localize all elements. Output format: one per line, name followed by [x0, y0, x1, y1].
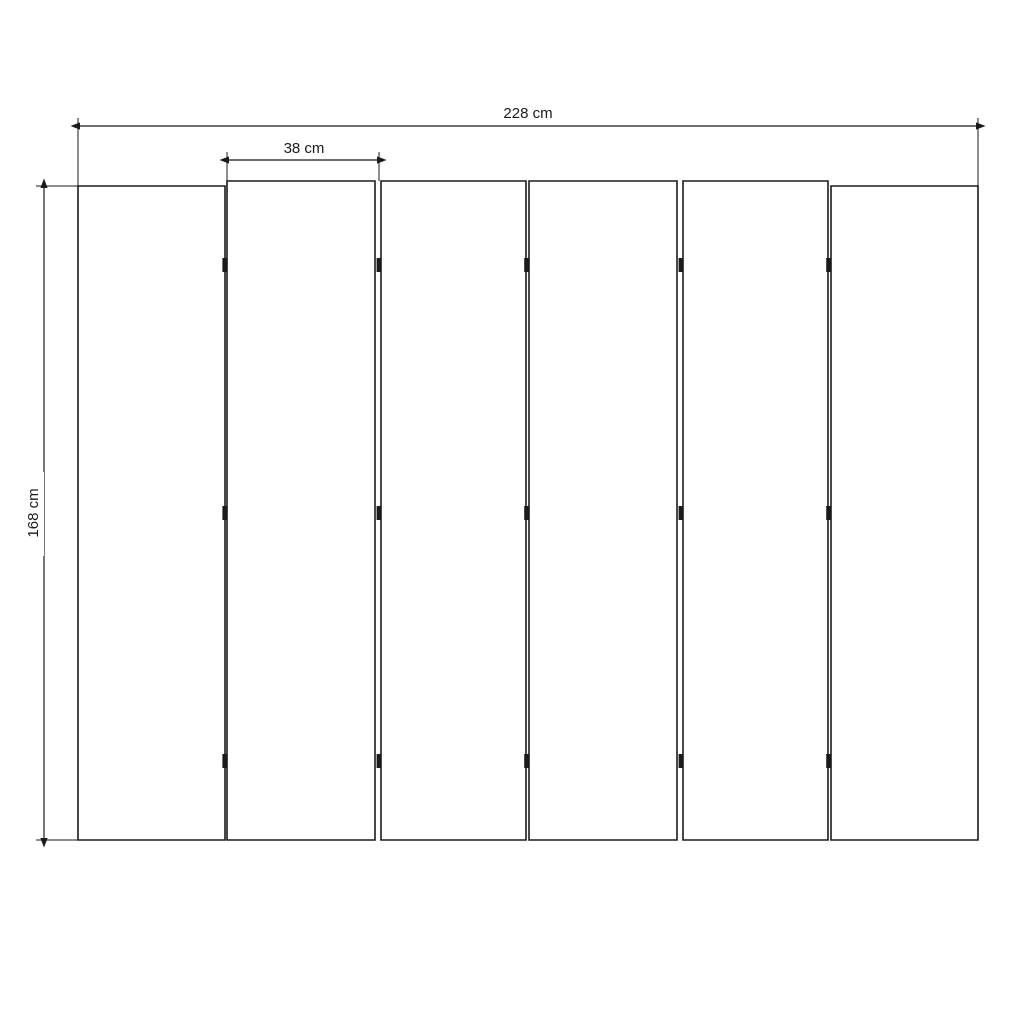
panel-2[interactable] [227, 181, 375, 840]
height-dimension [24, 186, 78, 840]
panel-3[interactable] [381, 181, 526, 840]
total-width-dimension [78, 103, 978, 186]
panel-1[interactable] [78, 186, 225, 840]
hinge-icon [826, 258, 830, 272]
panel-6-body [831, 186, 978, 840]
panel-6[interactable] [831, 186, 978, 840]
panel-4[interactable] [529, 181, 677, 840]
hinge-icon [222, 506, 226, 520]
panel-3-body [381, 181, 526, 840]
panel-width-dimension [227, 138, 379, 181]
hinge-icon [524, 506, 528, 520]
panel-5-body [683, 181, 828, 840]
panel-group [78, 181, 978, 840]
hinge-icon [524, 258, 528, 272]
hinge-icon [524, 754, 528, 768]
height-label: 168 cm [25, 488, 42, 538]
total-width-label: 228 cm [503, 105, 553, 122]
hinge-icon [222, 258, 226, 272]
panel-5[interactable] [683, 181, 828, 840]
panel-4-body [529, 181, 677, 840]
panel-2-body [227, 181, 375, 840]
panel-width-label: 38 cm [283, 140, 325, 157]
hinge-icon [222, 754, 226, 768]
hinge-icon [826, 506, 830, 520]
panel-1-body [78, 186, 225, 840]
hinge-icon [826, 754, 830, 768]
